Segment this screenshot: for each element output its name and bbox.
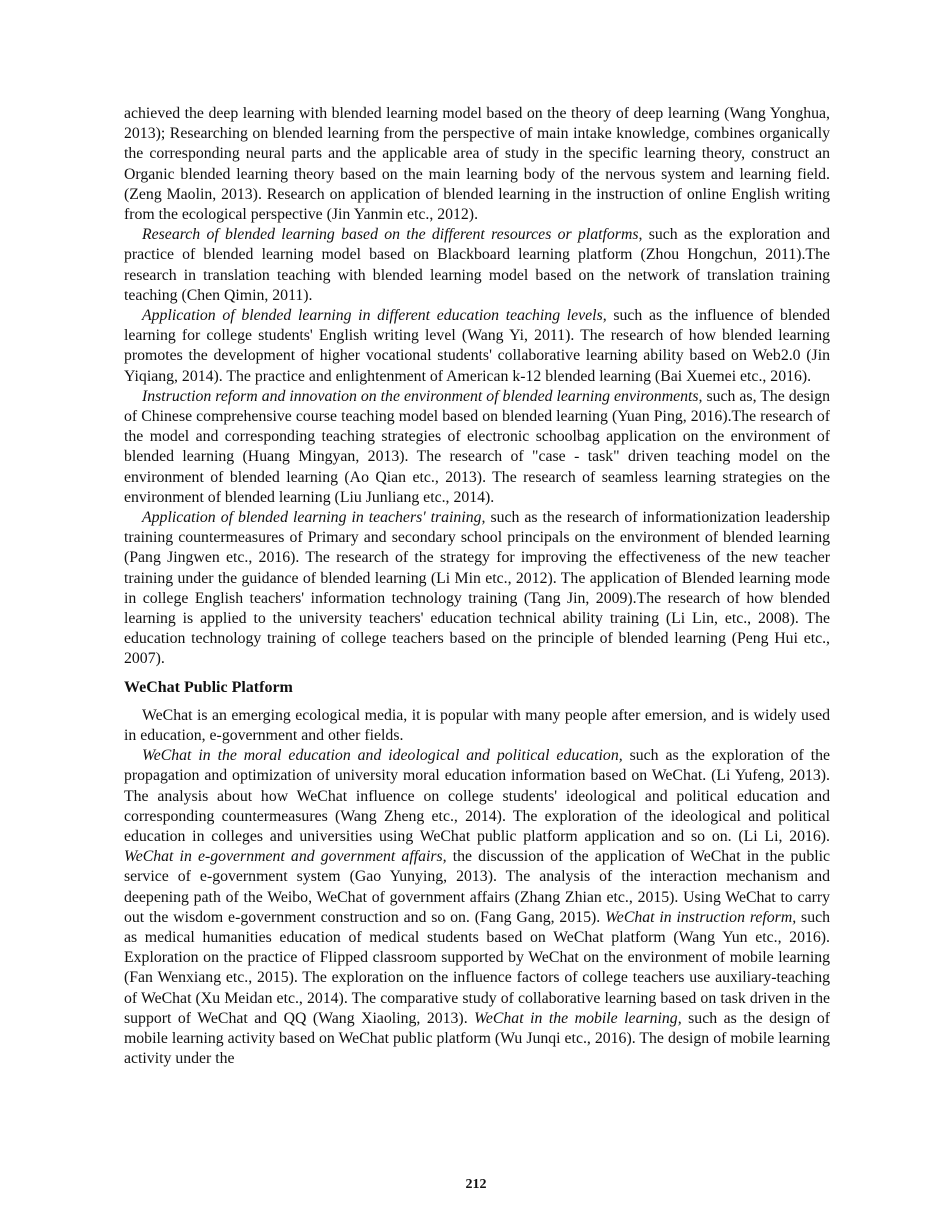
paragraph-italic-lead: Research of blended learning based on the different resources or platforms,	[142, 226, 643, 244]
paragraph-instruction-reform	[124, 387, 830, 508]
paragraph-italic-lead: Instruction reform and innovation on the environment of blended learning environments,	[142, 387, 703, 405]
paragraph-italic-lead: Application of blended learning in different education teaching levels,	[142, 307, 607, 325]
page-number: 212	[465, 1177, 487, 1192]
paragraph-resources-platforms	[124, 225, 830, 306]
paragraph-text: such as the exploration of the propagation and optimization of university moral education information based on WeChat. (Li Yufeng, 2013). The analysis about how WeChat influence on college students' ideological and political education and corresponding countermeasures (Wang Zheng etc., 2014). The exploration of the ideological and political education in colleges and universities using WeChat public platform application and so on. (Li Li, 2016).	[124, 747, 830, 845]
paragraph-text: such as the design of mobile learning activity based on WeChat public platform (Wu Junqi etc., 2016). The design of mobile learning activity under the	[124, 1009, 830, 1068]
paragraph-deep-learning	[124, 104, 830, 225]
paragraph-education-levels	[124, 306, 830, 387]
paragraph-wechat-applications	[124, 746, 830, 1069]
paragraph-text: such as medical humanities education of medical students based on WeChat platform (Wang Yun etc., 2016). Exploration on the practice of Flipped classroom supported by WeChat on the environment of mobile learning (Fan Wenxiang etc., 2015). The exploration on the influence factors of college teachers use auxiliary-teaching of WeChat (Xu Meidan etc., 2014). The comparative study of collaborative learning based on task driven in the support of WeChat and QQ (Wang Xiaoling, 2013).	[124, 908, 831, 1027]
paragraph-teachers-training	[124, 508, 830, 670]
paragraph-text: the discussion of the application of WeChat in the public service of e-government system (Gao Yunying, 2013). The analysis of the interaction mechanism and deepening path of the Weibo, WeChat of government affairs (Zhang Zhian etc., 2015). Using WeChat to carry out the wisdom e-government construction and so on. (Fang Gang, 2015).	[124, 848, 831, 926]
page-body	[124, 104, 830, 1069]
paragraph-italic-lead: WeChat in e-government and government affairs,	[124, 848, 447, 866]
paragraph-text: achieved the deep learning with blended learning model based on the theory of deep learning (Wang Yonghua, 2013); Researching on blended learning from the perspective of main intake knowledge, combines organically the corresponding neural parts and the applicable area of study in the specific learning theory, construct an Organic blended learning theory based on the main learning body of the nervous system and learning field.(Zeng Maolin, 2013). Research on application of blended learning in the instruction of online English writing from the ecological perspective (Jin Yanmin etc., 2012).	[124, 105, 830, 224]
paragraph-text: such as the influence of blended learning for college students' English writing level (Wang Yi, 2011). The research of how blended learning promotes the development of higher vocational students' collaborative learning ability based on Web2.0 (Jin Yiqiang, 2014). The practice and enlightenment of American k-12 blended learning (Bai Xuemei etc., 2016).	[124, 307, 830, 385]
paragraph-italic-lead: WeChat in the mobile learning,	[474, 1009, 682, 1027]
paragraph-italic-lead: WeChat in instruction reform,	[605, 908, 797, 926]
paragraph-italic-lead: WeChat in the moral education and ideological and political education,	[142, 747, 623, 765]
paragraph-wechat-intro: WeChat is an emerging ecological media, it is popular with many people after emersion, and is widely used in education, e-government and other fields.	[124, 706, 830, 744]
section-heading-wechat: WeChat Public Platform	[124, 678, 293, 696]
paragraph-text: such as, The design of Chinese comprehensive course teaching model based on blended learning (Yuan Ping, 2016).The research of the model and corresponding teaching strategies of electronic schoolbag application on the environment of blended learning (Huang Mingyan, 2013). The research of "case - task" driven teaching model on the environment of blended learning (Ao Qian etc., 2013). The research of seamless learning strategies on the environment of blended learning (Liu Junliang etc., 2014).	[124, 387, 830, 506]
paragraph-text: such as the research of informationization leadership training countermeasures of Primary and secondary school principals on the environment of blended learning (Pang Jingwen etc., 2016). The research of the strategy for improving the effectiveness of the new teacher training under the guidance of blended learning (Li Min etc., 2012). The application of Blended learning mode in college English teachers' information technology training (Tang Jin, 2009).The research of how blended learning is applied to the university teachers' education technical ability training (Li Lin, etc., 2008). The education technology training of college teachers based on the principle of blended learning (Peng Hui etc., 2007).	[124, 509, 831, 668]
paragraph-text: such as the exploration and practice of blended learning model based on Blackboard learning platform (Zhou Hongchun, 2011).The research in translation teaching with blended learning model based on the network of translation training teaching (Chen Qimin, 2011).	[124, 226, 830, 304]
paragraph-italic-lead: Application of blended learning in teachers' training,	[142, 509, 486, 527]
